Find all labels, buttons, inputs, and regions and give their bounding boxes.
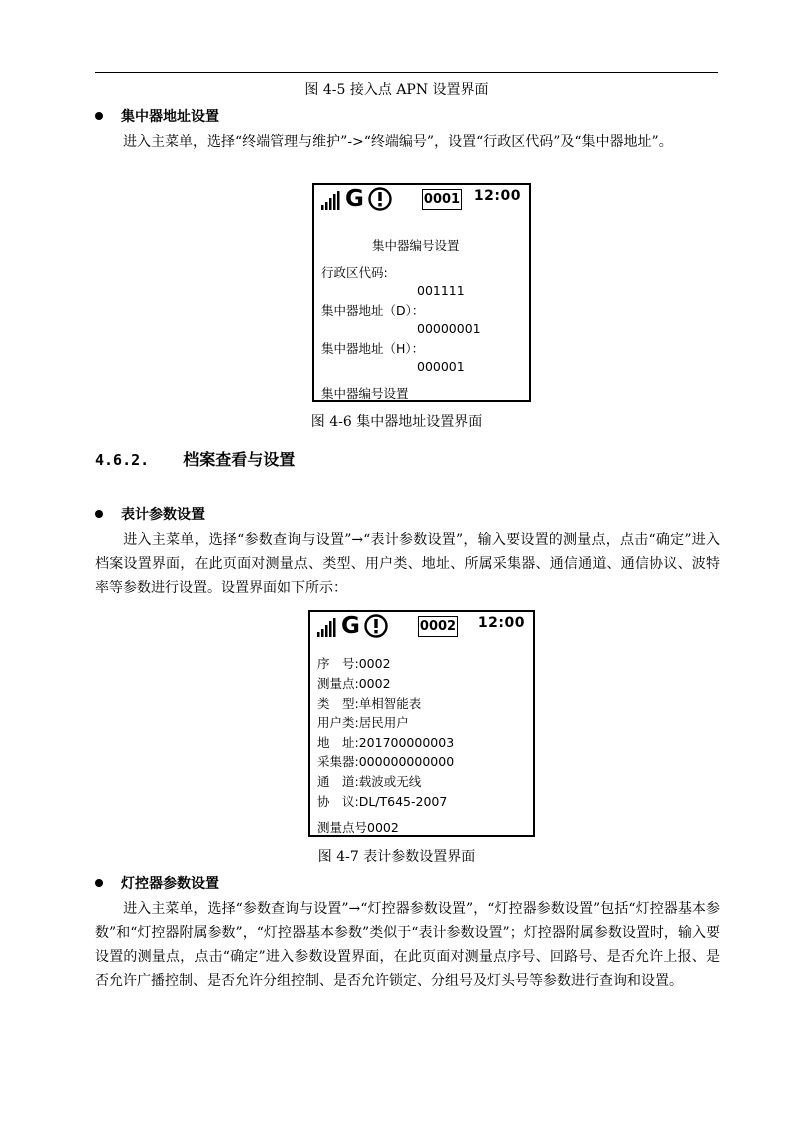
param-row: 地 址:201700000003 bbox=[317, 735, 455, 750]
section-title: 集中器地址设置 bbox=[121, 109, 219, 125]
section-heading bbox=[95, 447, 295, 470]
paragraph-text: 进入主菜单，选择“参数查询与设置”→“表计参数设置”，输入要设置的测量点，点击“确定”进入档案设置界面，在此页面对测量点、类型、用户类、地址、所属采集器、通信通道、通信协议、波特率等参数进行设置。设置界面如下所示： bbox=[95, 532, 720, 596]
param-row: 用户类:居民用户 bbox=[317, 715, 409, 730]
screen-footer: 测量点号0002 bbox=[317, 820, 399, 835]
paragraph-concentrator-address bbox=[95, 130, 720, 154]
bullet-icon bbox=[95, 112, 103, 120]
heading-title: 档案查看与设置 bbox=[183, 450, 296, 469]
bullet-icon bbox=[95, 510, 103, 518]
value-address-d[interactable]: 00000001 bbox=[417, 321, 481, 336]
figure-caption-4-6: 图 4-6 集中器地址设置界面 bbox=[310, 414, 483, 430]
paragraph-light-controller bbox=[95, 897, 720, 993]
clock-text: 12:00 bbox=[473, 188, 521, 204]
network-g-icon: G bbox=[345, 186, 364, 212]
alert-icon bbox=[368, 187, 392, 211]
section-light-controller bbox=[95, 873, 219, 893]
status-bar bbox=[314, 185, 529, 221]
param-row: 测量点:0002 bbox=[317, 676, 391, 691]
paragraph-text: 进入主菜单，选择“终端管理与维护”->“终端编号”，设置“行政区代码”及“集中器地址”。 bbox=[123, 134, 673, 150]
alert-icon bbox=[364, 614, 388, 638]
section-meter-params bbox=[95, 504, 205, 524]
clock-text: 12:00 bbox=[477, 615, 525, 631]
heading-number: 4.6.2. bbox=[95, 451, 150, 469]
section-concentrator-address bbox=[95, 106, 219, 126]
bullet-icon bbox=[95, 879, 103, 887]
measure-point-code-box: 0002 bbox=[418, 616, 458, 637]
param-row: 类 型:单相智能表 bbox=[317, 696, 422, 711]
section-title: 灯控器参数设置 bbox=[121, 876, 219, 892]
value-address-h[interactable]: 000001 bbox=[417, 359, 465, 374]
param-row: 协 议:DL/T645-2007 bbox=[317, 794, 448, 809]
param-row: 采集器:000000000000 bbox=[317, 754, 455, 769]
paragraph-text: 进入主菜单，选择“参数查询与设置”→“灯控器参数设置”，“灯控器参数设置”包括“灯控器基本参数”和“灯控器附属参数”，“灯控器基本参数”类似于“表计参数设置”；灯控器附属参数设置时，输入要设置的测量点，点击“确定”进入参数设置界面，在此页面对测量点序号、回路号、是否允许上报、是否允许广播控制、是否允许分组控制、是否允许锁定、分组号及灯头号等参数进行查询和设置。 bbox=[95, 901, 720, 989]
screen-footer: 集中器编号设置 bbox=[321, 386, 409, 401]
figure-caption-4-7: 图 4-7 表计参数设置界面 bbox=[317, 849, 476, 865]
param-row: 序 号:0002 bbox=[317, 656, 391, 671]
device-screen-concentrator bbox=[312, 183, 531, 402]
section-title: 表计参数设置 bbox=[121, 507, 205, 523]
paragraph-meter-params bbox=[95, 528, 720, 600]
label-address-h: 集中器地址（H）： bbox=[321, 341, 425, 356]
terminal-code-box: 0001 bbox=[422, 189, 462, 210]
label-address-d: 集中器地址（D）： bbox=[321, 303, 425, 318]
figure-caption-4-5: 图 4-5 接入点 APN 设置界面 bbox=[304, 82, 489, 98]
signal-icon bbox=[316, 618, 336, 638]
label-region-code: 行政区代码: bbox=[321, 265, 388, 280]
network-g-icon: G bbox=[341, 613, 360, 639]
status-bar bbox=[310, 612, 533, 648]
header-rule bbox=[95, 72, 718, 73]
signal-icon bbox=[320, 191, 340, 211]
param-row: 通 道:载波或无线 bbox=[317, 774, 422, 789]
value-region-code[interactable]: 001111 bbox=[417, 283, 465, 298]
screen-title: 集中器编号设置 bbox=[372, 238, 460, 253]
device-screen-meter bbox=[308, 610, 535, 837]
